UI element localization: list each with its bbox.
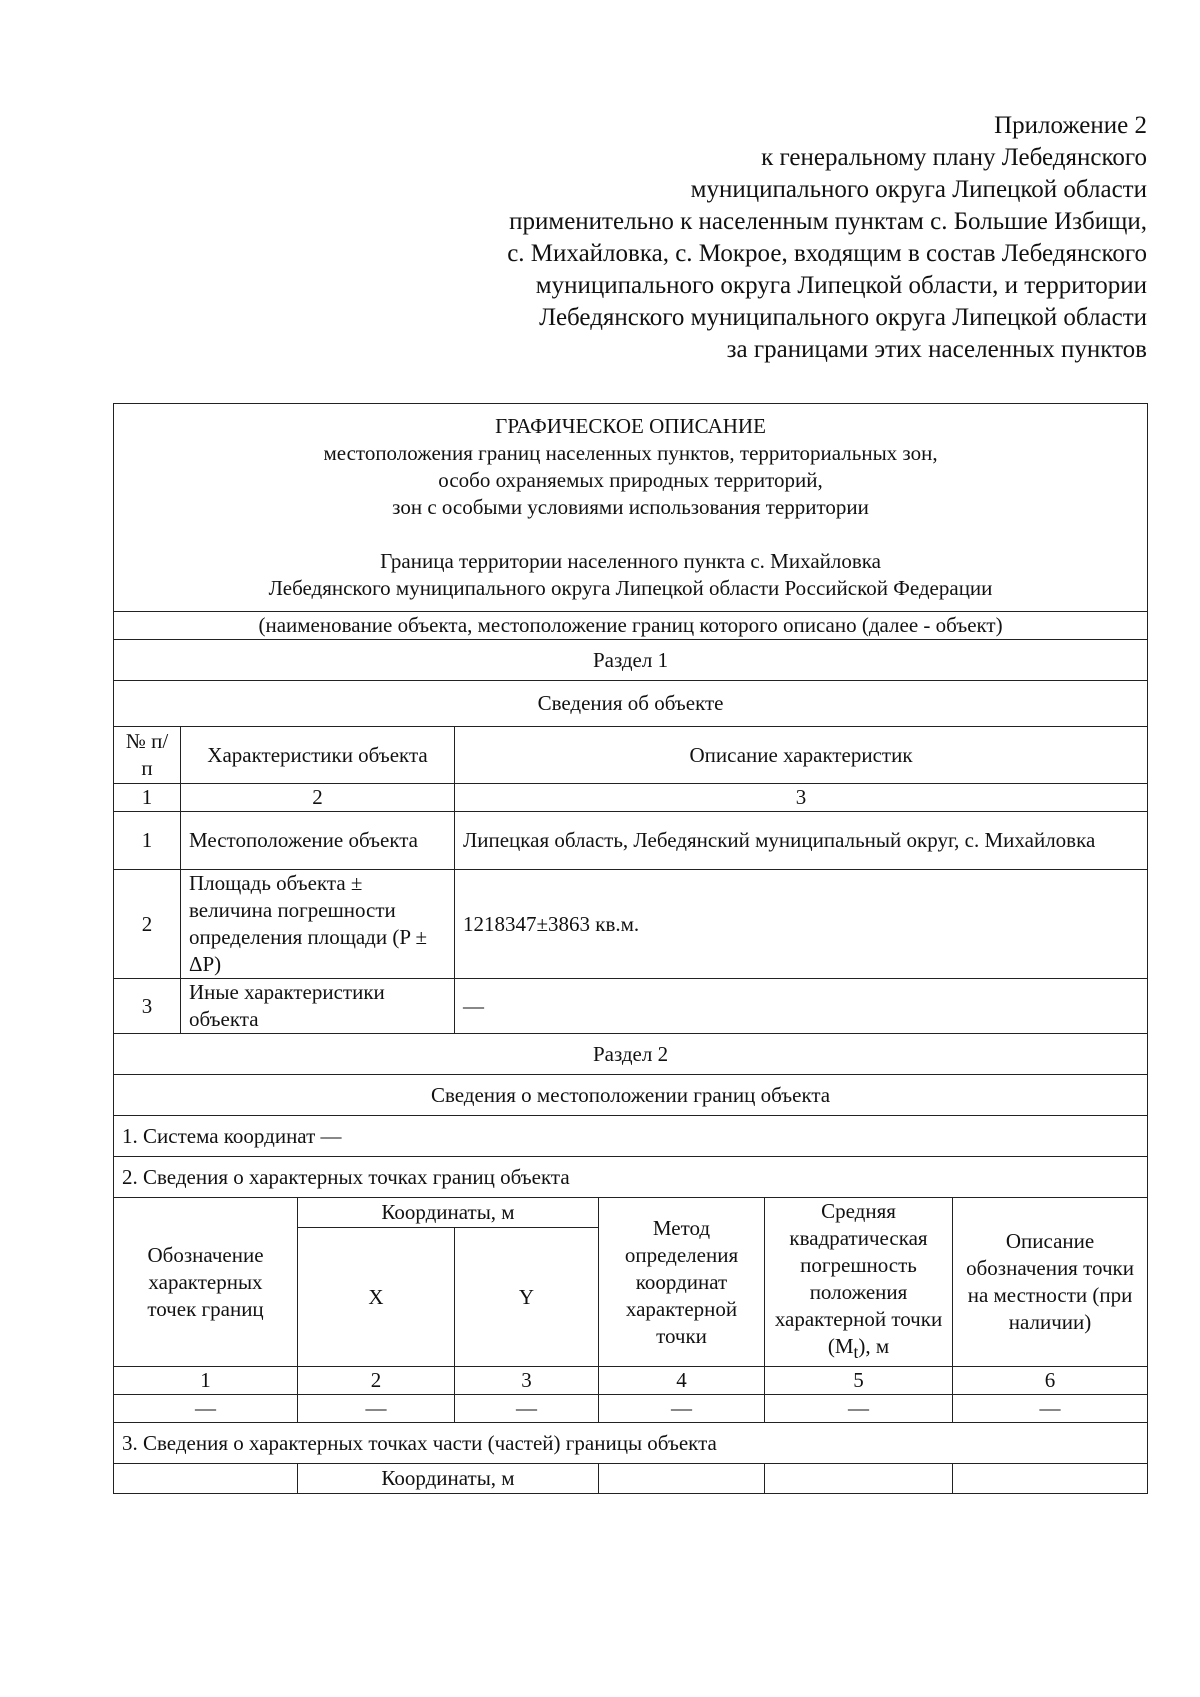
table-row <box>114 870 1148 979</box>
section-2-label: Раздел 2 <box>114 1034 1148 1075</box>
header-line: Лебедянского муниципального округа Липецкой области <box>539 304 1147 331</box>
header-line: применительно к населенным пунктам с. Большие Избищи, <box>509 208 1147 235</box>
title-block <box>114 404 1148 612</box>
col-number: 2 <box>181 784 455 812</box>
row-description: Липецкая область, Лебедянский муниципальный округ, с. Михайловка <box>455 812 1148 870</box>
header-line: к генеральному плану Лебедянского <box>761 144 1147 171</box>
table-row <box>114 1395 1148 1423</box>
object-name: Лебедянского муниципального округа Липецкой области Российской Федерации <box>268 576 993 600</box>
col-number: 5 <box>765 1367 953 1395</box>
col-number: 2 <box>298 1367 455 1395</box>
header-description: Описание характеристик <box>455 727 1148 784</box>
section-2-title: Сведения о местоположении границ объекта <box>114 1075 1148 1116</box>
header-line: муниципального округа Липецкой области <box>690 176 1147 203</box>
row-description: 1218347±3863 кв.м. <box>455 870 1148 979</box>
row-cell: — <box>114 1395 298 1423</box>
part-points-title: 3. Сведения о характерных точках части (частей) границы объекта <box>114 1423 1148 1464</box>
coordinate-system: 1. Система координат — <box>114 1116 1148 1157</box>
col-number: 1 <box>114 784 181 812</box>
header-designation: Обозначение характерных точек границ <box>114 1198 298 1367</box>
points-title: 2. Сведения о характерных точках границ объекта <box>114 1157 1148 1198</box>
section-1-title: Сведения об объекте <box>114 681 1148 727</box>
header-num: № п/п <box>114 727 181 784</box>
row-cell: — <box>599 1395 765 1423</box>
part-empty-cell <box>765 1464 953 1494</box>
row-cell: — <box>953 1395 1148 1423</box>
col-number: 6 <box>953 1367 1148 1395</box>
title-subline: особо охраняемых природных территорий, <box>438 468 823 492</box>
row-cell: — <box>455 1395 599 1423</box>
header-method: Метод определения координат характерной точки <box>599 1198 765 1367</box>
row-cell: — <box>765 1395 953 1423</box>
header-line: с. Михайловка, с. Мокрое, входящим в состав Лебедянского <box>507 240 1147 267</box>
object-name: Граница территории населенного пункта с. Михайловка <box>380 549 881 573</box>
part-empty-cell <box>114 1464 298 1494</box>
row-num: 3 <box>114 979 181 1034</box>
header-x: X <box>298 1228 455 1367</box>
title-subline: местоположения границ населенных пунктов, территориальных зон, <box>323 441 938 465</box>
header-line: за границами этих населенных пунктов <box>726 336 1147 363</box>
row-characteristic: Иные характеристики объекта <box>181 979 455 1034</box>
header-line: Приложение 2 <box>994 112 1147 139</box>
header-error-sub: t <box>853 1342 859 1363</box>
row-description: — <box>455 979 1148 1034</box>
row-num: 2 <box>114 870 181 979</box>
row-cell: — <box>298 1395 455 1423</box>
header-coordinates: Координаты, м <box>298 1198 599 1228</box>
header-y: Y <box>455 1228 599 1367</box>
title-subline: зон с особыми условиями использования территории <box>392 495 869 519</box>
header-line: муниципального округа Липецкой области, и территории <box>535 272 1147 299</box>
row-num: 1 <box>114 812 181 870</box>
col-number: 4 <box>599 1367 765 1395</box>
header-error <box>765 1198 953 1367</box>
table-row <box>114 812 1148 870</box>
part-header-coordinates: Координаты, м <box>298 1464 599 1494</box>
section-1-label: Раздел 1 <box>114 640 1148 681</box>
row-characteristic: Местоположение объекта <box>181 812 455 870</box>
graphic-description-table <box>113 403 1148 1494</box>
header-error-text: Средняя квадратическая погрешность положения характерной точки (M <box>774 1199 943 1358</box>
header-characteristic: Характеристики объекта <box>181 727 455 784</box>
part-empty-cell <box>953 1464 1148 1494</box>
object-note: (наименование объекта, местоположение границ которого описано (далее - объект) <box>114 612 1148 640</box>
part-empty-cell <box>599 1464 765 1494</box>
table-row <box>114 979 1148 1034</box>
header-location: Описание обозначения точки на местности (при наличии) <box>953 1198 1148 1367</box>
header-error-unit: ), м <box>858 1334 890 1358</box>
col-number: 3 <box>455 1367 599 1395</box>
col-number: 3 <box>455 784 1148 812</box>
appendix-header <box>300 110 1147 366</box>
document-title: ГРАФИЧЕСКОЕ ОПИСАНИЕ <box>495 414 766 438</box>
col-number: 1 <box>114 1367 298 1395</box>
row-characteristic: Площадь объекта ± величина погрешности определения площади (P ± ΔP) <box>181 870 455 979</box>
